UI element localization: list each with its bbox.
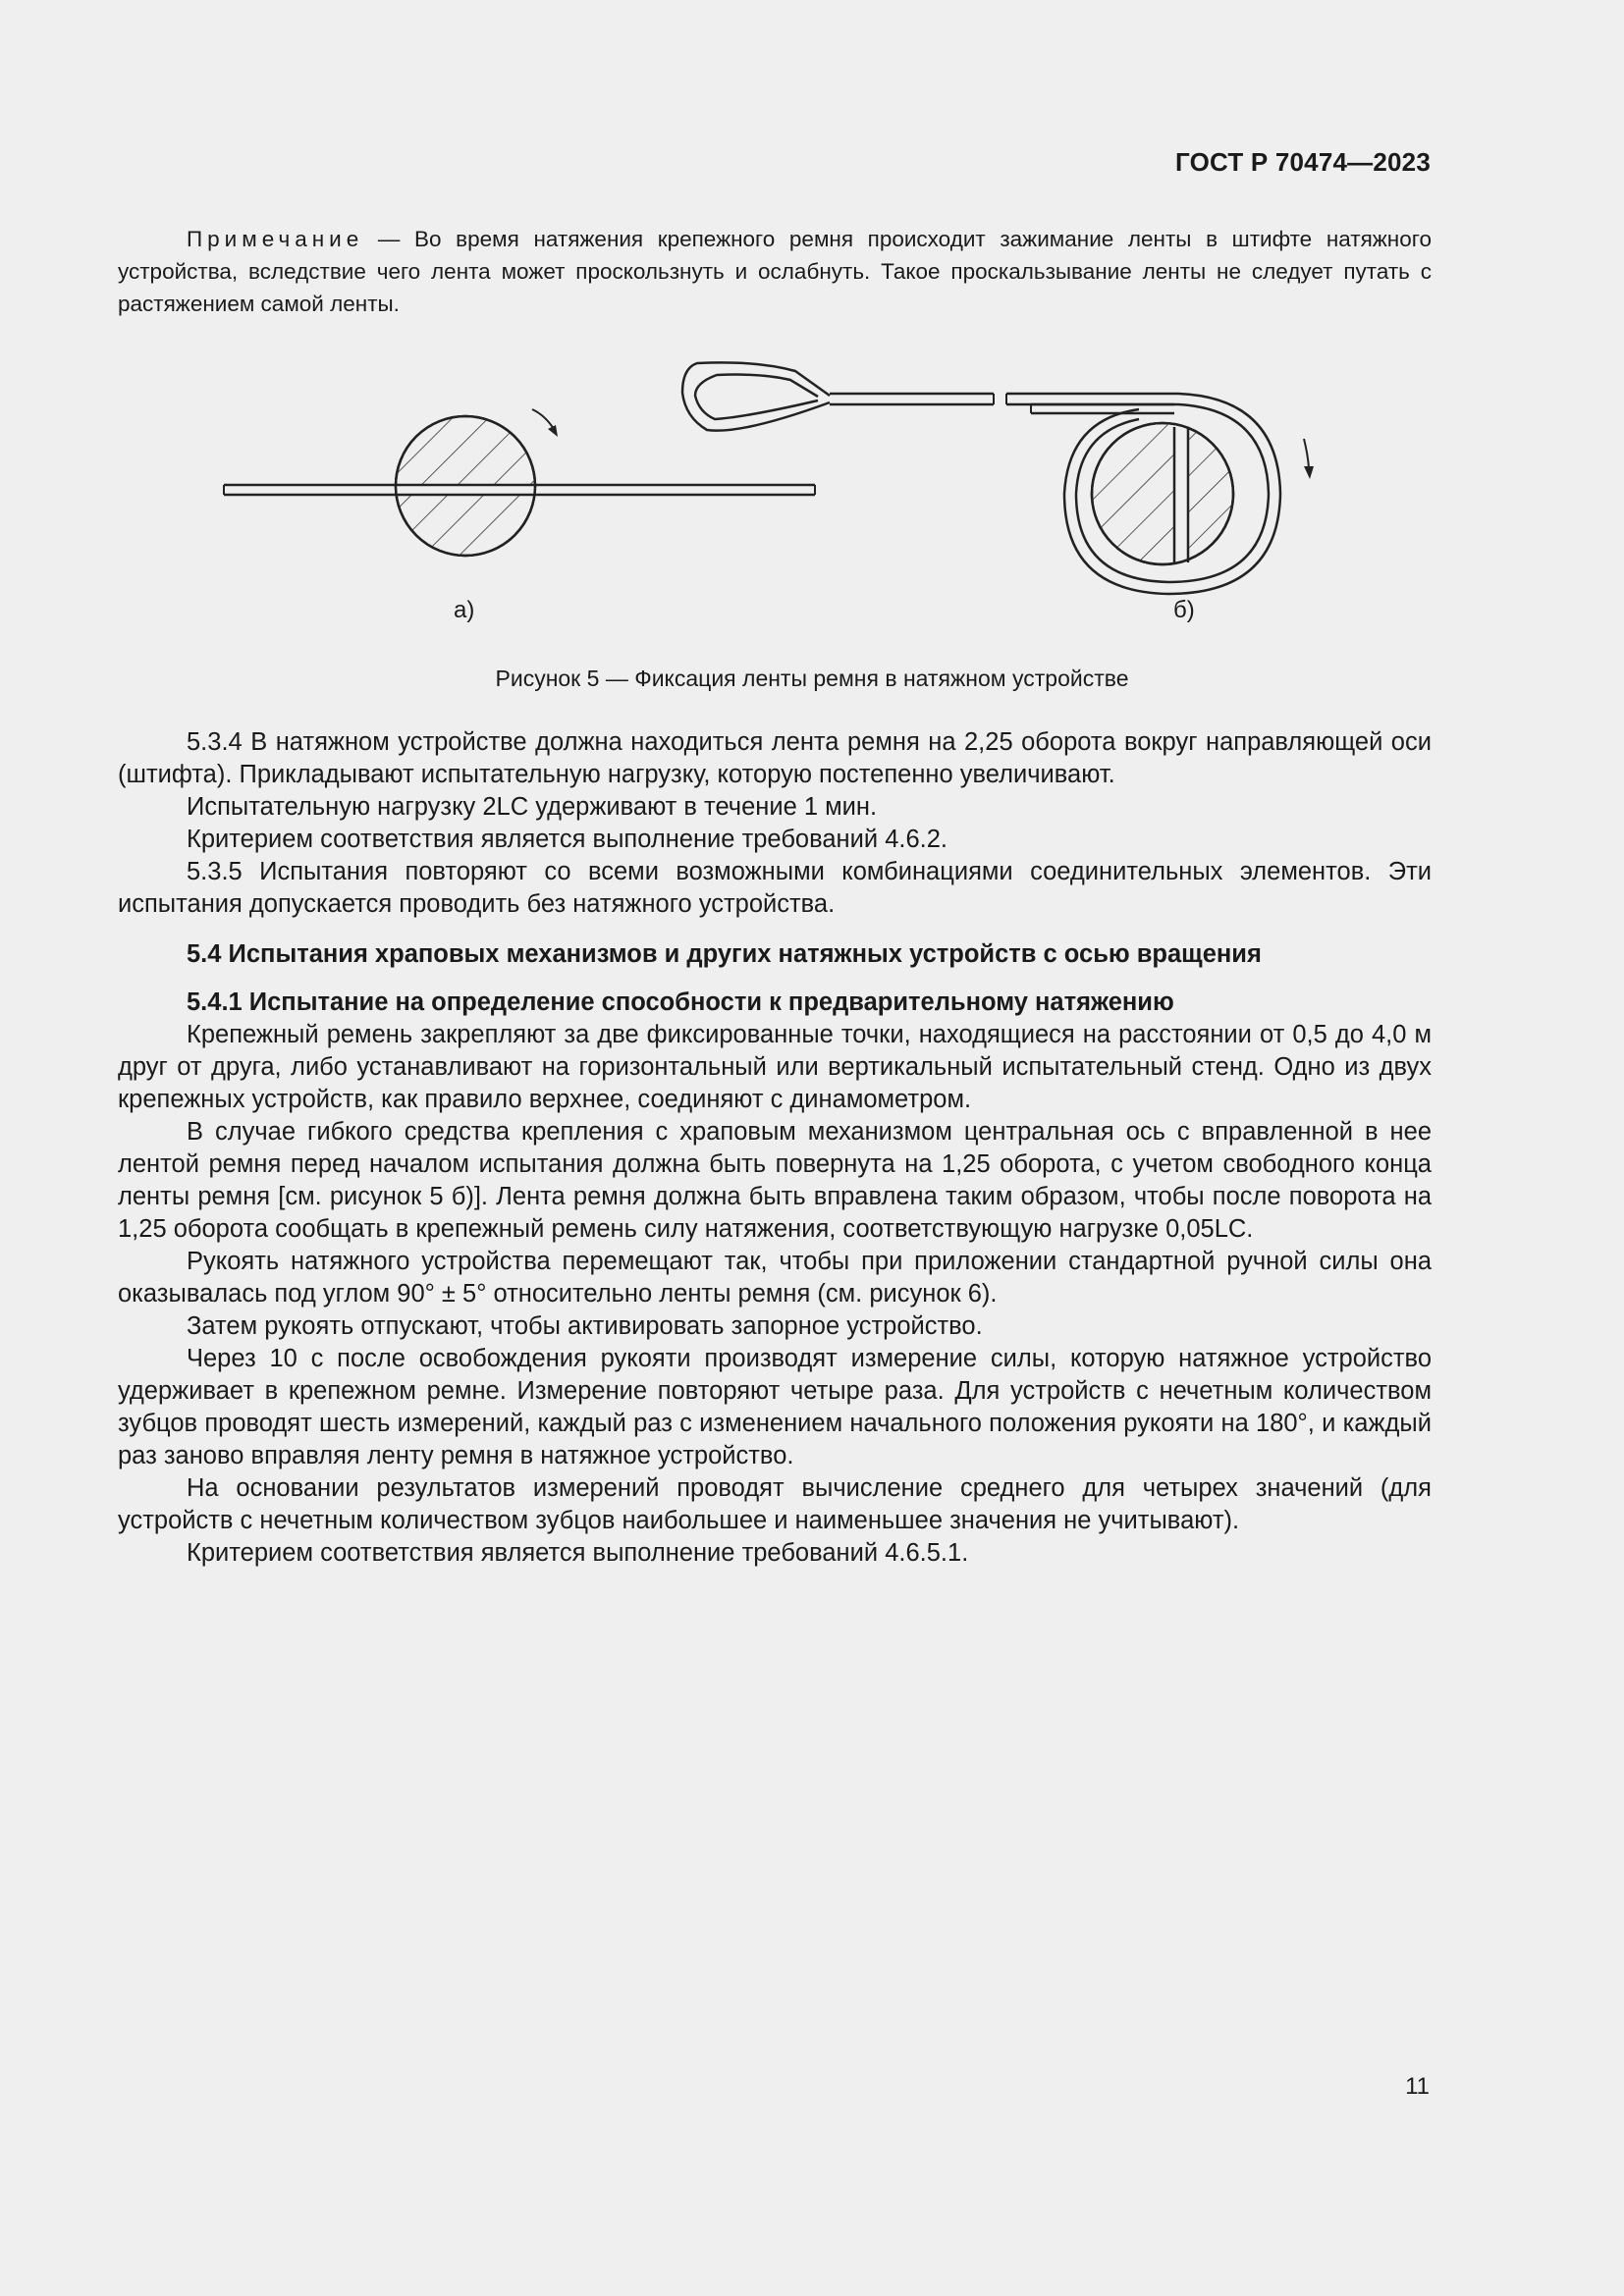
paragraph-fixation: Крепежный ремень закрепляют за две фиксированные точки, находящиеся на расстоянии от 0,5 до 4,0 м друг от друга, либо устанавливают на горизонтальный или вертикальный испытательный стенд. Одно из двух крепежных устройств, как правило верхнее, соединяют с динамометром. — [118, 1021, 1432, 1113]
paragraph-measurement: Через 10 с после освобождения рукояти производят измерение силы, которую натяжное устройство удерживает в крепежном ремне. Измерение повторяют четыре раза. Для устройств с нечетным количеством зубцов проводят шесть измерений, каждый раз с изменением начального положения рукояти на 180°, и каждый раз заново вправляя ленту ремня в натяжное устройство. — [118, 1345, 1432, 1469]
paragraph-criterion-1: Критерием соответствия является выполнение требований 4.6.2. — [187, 826, 948, 853]
figure-a-pin — [383, 407, 550, 574]
paragraph-flexible: В случае гибкого средства крепления с храповым механизмом центральная ось с вправленной в нее лентой ремня перед началом испытания должна быть повернута на 1,25 оборота, с учетом свободного конца ленты ремня [см. рисунок 5 б)]. Лента ремня должна быть вправлена таким образом, чтобы после поворота на 1,25 оборота сообщать в крепежный ремень силу натяжения, соответствующую нагрузке 0,05LC. — [118, 1118, 1432, 1243]
body-text — [118, 726, 1432, 1570]
document-id: ГОСТ Р 70474—2023 — [1175, 147, 1431, 177]
paragraph-average: На основании результатов измерений проводят вычисление среднего для четырех значений (для устройств с нечетным количеством зубцов наибольшее и наименьшее значения не учитывают). — [118, 1474, 1432, 1534]
figure-a-arrow-icon — [532, 409, 558, 437]
heading-5-4-1: 5.4.1 Испытание на определение способности к предварительному натяжению — [187, 988, 1174, 1016]
figure-b-pin — [1080, 417, 1247, 584]
paragraph-release: Затем рукоять отпускают, чтобы активировать запорное устройство. — [187, 1312, 983, 1340]
page-number: 11 — [1405, 2073, 1430, 2100]
heading-5-4: 5.4 Испытания храповых механизмов и других натяжных устройств с осью вращения — [187, 940, 1262, 968]
paragraph-handle: Рукоять натяжного устройства перемещают так, чтобы при приложении стандартной ручной силы она оказывалась под углом 90° ± 5° относительно ленты ремня (см. рисунок 6). — [118, 1248, 1432, 1308]
figure-caption: Рисунок 5 — Фиксация ленты ремня в натяжном устройстве — [495, 666, 1129, 691]
note-block — [118, 223, 1432, 320]
note-dash: — — [377, 227, 401, 251]
figure-5-drawing — [196, 348, 1326, 653]
note-text: Во время натяжения крепежного ремня происходит зажимание ленты в штифте натяжного устройства, вследствие чего лента может проскользнуть и ослабнуть. Такое проскальзывание ленты не следует путать с растяжением самой ленты. — [118, 227, 1432, 316]
paragraph-load: Испытательную нагрузку 2LC удерживают в течение 1 мин. — [187, 793, 878, 821]
paragraph-5-3-4: 5.3.4 В натяжном устройстве должна находиться лента ремня на 2,25 оборота вокруг направляющей оси (штифта). Прикладывают испытательную нагрузку, которую постепенно увеличивают. — [118, 728, 1432, 788]
figure-label-a: а) — [454, 597, 475, 623]
paragraph-criterion-2: Критерием соответствия является выполнение требований 4.6.5.1. — [187, 1539, 969, 1567]
note-label: Примечание — [187, 227, 364, 251]
figure-label-b: б) — [1173, 597, 1195, 623]
figure-b-arrow-icon — [1304, 439, 1314, 479]
figure-5 — [196, 348, 1326, 653]
paragraph-5-3-5: 5.3.5 Испытания повторяют со всеми возможными комбинациями соединительных элементов. Эти испытания допускается проводить без натяжного устройства. — [118, 858, 1432, 918]
figure-b-strap-loop — [682, 362, 994, 430]
